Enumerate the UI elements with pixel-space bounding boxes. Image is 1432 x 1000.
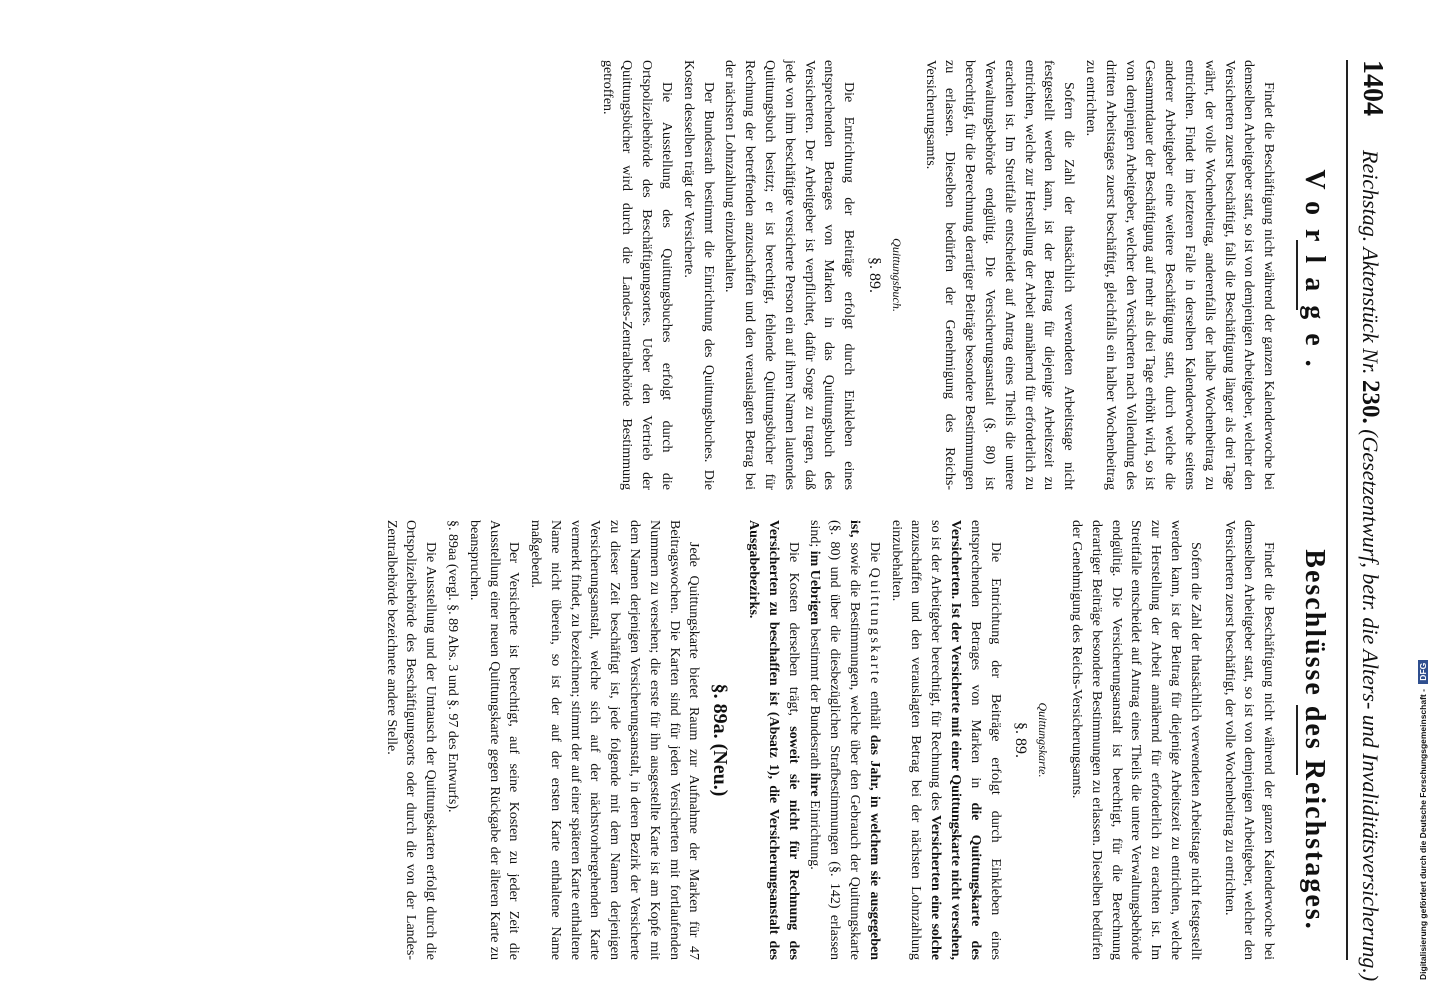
heading-vorlage: Vorlage. — [1299, 169, 1330, 381]
paragraph: Jede Quittungskarte bietet Raum zur Aufnahme der Marken für 47 Beitragswochen. Die Karten sind für jeden Versicherten mit fortlaufenden Nummern zu versehen; die erste für ihn ausgestellte Karte ist am Kopfe mit dem Namen derjenigen Versicherungsanstalt, in deren Bezirk der Versicherte zu dieser Zeit beschäftigt ist, jede folgende mit dem Namen derjenigen Versicherungsanstalt, welche sich auf der nächstvorhergehenden Karte vermerkt findet, zu bezeichnen; stimmt der auf einer späteren Karte enthaltene Name nicht überein, so ist der auf der ersten Karte enthaltene Name maßgebend. — [528, 520, 702, 960]
publication-name: Reichstag. — [1358, 150, 1383, 243]
section-number: §. 89. — [866, 257, 884, 293]
paragraph: Der Bundesrath bestimmt die Einrichtung des Quittungsbuches. Die Kosten desselben trägt der Versicherte. — [680, 60, 716, 490]
section-number: §. 89. — [1012, 722, 1030, 758]
dfg-logo: DFG — [1418, 660, 1428, 684]
paragraph: Die Entrichtung der Beiträge erfolgt durch Einkleben eines entsprechenden Betrages von Marken in das Quittungsbuch des Versicherten. Der Arbeitgeber ist verpflichtet, dafür Sorge zu tragen, daß jede von ihm beschäftigte versicherte Person ein auf ihren Namen lautendes Quittungsbuch besitzt; er ist berechtigt, fehlende Quittungsbücher für Rechnung der betreffenden anzuschaffen und den verauslagten Betrag bei der nächsten Lohnzahlung einzubehalten. — [722, 60, 857, 490]
heading-rule — [1296, 240, 1298, 310]
heading-beschluesse: Beschlüsse des Reichstages. — [1299, 549, 1330, 931]
paragraph: Sofern die Zahl der thatsächlich verwendeten Arbeitstage nicht festgestellt werden kann, ist der Beitrag für diejenige Arbeitszeit zu entrichten, welche zur Herstellung der Arbeit annähernd für erforderlich zu erachten ist. Im Streitfalle entscheidet auf Antrag eines Theils die untere Verwaltungsbehörde endgültig. Die Versicherungsanstalt ist berechtigt, für die Berechnung derartiger Beiträge besondere Bestimmungen zu erlassen. Dieselben bedürfen der Genehmigung des Reichs-Versicherungsamts. — [1069, 520, 1203, 960]
column-beschluesse — [379, 520, 1336, 960]
header-title — [1356, 150, 1384, 981]
digitization-credit — [1418, 0, 1432, 980]
paragraph: Die Ausstellung des Quittungsbuches erfolgt durch die Ortspolizeibehörde des Beschäftigungsortes. Ueber den Vertrieb der Quittungsbücher wird durch die Landes-Zentralbehörde Bestimmung getroffen. — [599, 60, 675, 490]
paragraph: Findet die Beschäftigung nicht während der ganzen Kalenderwoche bei demselben Arbeitgeber statt, so ist von demjenigen Arbeitgeber, welcher den Versicherten zuerst beschäftigt, der volle Wochenbeitrag zu entrichten. — [1221, 520, 1277, 960]
doc-prefix: Aktenstück Nr. — [1358, 247, 1383, 375]
paragraph: Die Quittungskarte enthält das Jahr, in welchem sie ausgegeben ist, sowie die Bestimmungen, welche über den Gebrauch der Quittungskarte (§. 80) und über die diesbezüglichen Strafbestimmungen (§. 142) erlassen sind; im Uebrigen bestimmt der Bundesrath ihre Einrichtung. — [807, 520, 882, 960]
paragraph: Die Kosten derselben trägt, soweit sie nicht für Rechnung des Versicherten zu beschaffen ist (Absatz 1), die Versicherungsanstalt des Ausgabebezirks. — [746, 520, 801, 960]
doc-number: 230. — [1357, 379, 1384, 424]
page-number: 1404 — [1357, 60, 1388, 116]
column-vorlage — [595, 60, 1336, 490]
paragraph: Die Entrichtung der Beiträge erfolgt durch Einkleben eines entsprechenden Betrages von Marken in die Quittungskarte des Versicherten. Ist der Versicherte mit einer Quittungskarte nicht versehen, so ist der Arbeitgeber berechtigt, für Rechnung des Versicherten eine solche anzuschaffen und den verauslagten Betrag bei der nächsten Lohnzahlung einzubehalten. — [888, 520, 1003, 961]
section-subtitle: Quittungskarte. — [1036, 702, 1051, 778]
page-header — [1346, 60, 1394, 982]
paragraph: Die Ausstellung und der Umtausch der Quittungskarten erfolgt durch die Ortspolizeibehörde des Beschäftigungsorts oder durch die von der Landes-Zentralbehörde bezeichnete andere Stelle. — [383, 520, 439, 960]
paragraph: Der Versicherte ist berechtigt, auf seine Kosten zu jeder Zeit die Ausstellung einer neuen Quittungskarte gegen Rückgabe der älteren Karte zu beanspruchen. — [466, 520, 522, 960]
doc-subtitle: (Gesetzentwurf, betr. die Alters- und Invaliditätsversicherung.) — [1358, 429, 1383, 982]
section-subtitle: Quittungsbuch. — [889, 238, 904, 312]
paragraph: Findet die Beschäftigung nicht während der ganzen Kalenderwoche bei demselben Arbeitgeber statt, so ist von demjenigen Arbeitgeber, welcher den Versicherten zuerst beschäftigt, falls die Beschäftigung länger als drei Tage währt, der volle Wochenbeitrag, anderenfalls der halbe Wochenbeitrag zu entrichten. Findet im letzteren Falle in derselben Kalenderwoche seitens anderer Arbeitgeber eine weitere Beschäftigung statt, durch welche die Gesammtdauer der Beschäftigung auf mehr als drei Tage erhöht wird, so ist von demjenigen Arbeitgeber, welcher den Versicherten nach Vollendung des dritten Arbeitstages zuerst beschäftigt, gleichfalls ein halber Wochenbeitrag zu entrichten. — [1083, 60, 1277, 490]
paragraph: Sofern die Zahl der thatsächlich verwendeten Arbeitstage nicht festgestellt werden kann, ist der Beitrag für diejenige Arbeitszeit zu entrichten, welche zur Herstellung der Arbeit annähernd für erforderlich zu erachten ist. Im Streitfalle entscheidet auf Antrag eines Theils die untere Verwaltungsbehörde endgültig. Die Versicherungsanstalt (§. 80) ist berechtigt, für die Berechnung derartiger Beiträge besondere Bestimmungen zu erlassen. Dieselben bedürfen der Genehmigung des Reichs-Versicherungsamts. — [922, 60, 1077, 490]
section-reference: §. 89aa (vergl. §. 89 Abs. 3 und §. 97 des Entwurfs). — [444, 520, 460, 813]
credit-text: Digitalisierung gefördert durch die Deutsche Forschungsgemeinschaft - — [1418, 689, 1428, 980]
heading-rule — [1296, 705, 1298, 775]
section-number-new: §. 89a. (Neu.) — [709, 683, 732, 797]
